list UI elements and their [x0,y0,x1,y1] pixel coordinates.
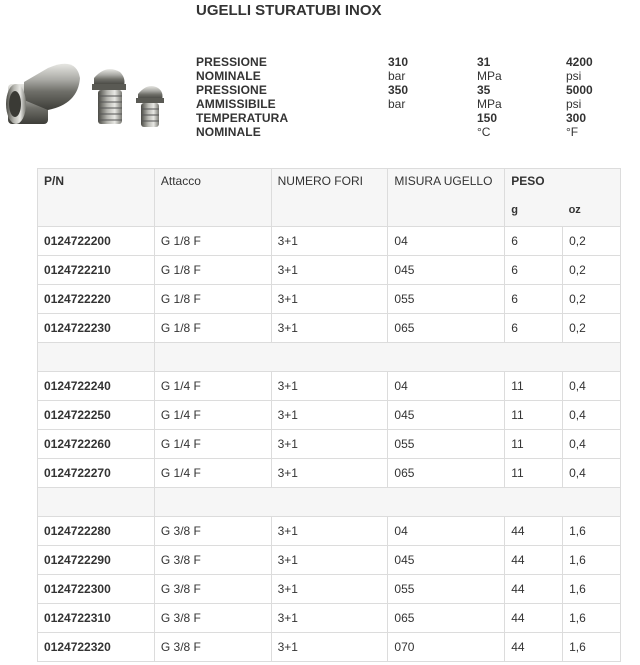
cell-numero-fori: 3+1 [271,575,388,604]
cell-attacco: G 1/8 F [154,256,271,285]
cell-pn: 0124722300 [38,575,155,604]
cell-pn: 0124722210 [38,256,155,285]
cell-attacco: G 3/8 F [154,604,271,633]
cell-pn: 0124722200 [38,227,155,256]
cell-numero-fori: 3+1 [271,546,388,575]
cell-peso-oz: 1,6 [563,633,621,662]
cell-misura-ugello: 065 [388,459,505,488]
cell-peso-oz: 0,2 [563,256,621,285]
spec-label: TEMPERATURA NOMINALE [196,111,288,139]
cell-misura-ugello: 04 [388,517,505,546]
cell-pn: 0124722240 [38,372,155,401]
large-nozzle-shape [6,64,80,124]
cell-peso-g: 6 [505,256,563,285]
cell-numero-fori: 3+1 [271,459,388,488]
cell-peso-g: 6 [505,314,563,343]
cell-peso-oz: 0,2 [563,227,621,256]
cell-peso-oz: 1,6 [563,546,621,575]
nozzles-product-image [2,38,174,138]
header-unit-g: g [505,198,563,227]
cell-peso-oz: 1,6 [563,517,621,546]
cell-attacco: G 3/8 F [154,633,271,662]
spec-label: PRESSIONE AMMISSIBILE [196,83,276,111]
header-numero-fori: NUMERO FORI [271,169,388,227]
spec-value-psi [566,83,593,111]
cell-peso-g: 6 [505,285,563,314]
cell-numero-fori: 3+1 [271,285,388,314]
cell-attacco: G 1/8 F [154,227,271,256]
spec-value-bar [388,55,408,83]
spec-unit: MPa [477,97,502,111]
spec-number: 31 [477,55,491,69]
table-body [38,227,621,662]
spec-unit: bar [388,97,406,111]
cell-attacco: G 3/8 F [154,575,271,604]
cell-misura-ugello: 04 [388,372,505,401]
cell-pn: 0124722230 [38,314,155,343]
cell-attacco: G 1/4 F [154,430,271,459]
cell-peso-g: 6 [505,227,563,256]
cell-numero-fori: 3+1 [271,517,388,546]
cell-misura-ugello: 045 [388,401,505,430]
table-row [38,517,621,546]
cell-attacco: G 1/4 F [154,401,271,430]
table-row [38,546,621,575]
cell-misura-ugello: 065 [388,604,505,633]
header-peso: PESO [505,169,621,198]
cell-misura-ugello: 045 [388,546,505,575]
table-spacer-row [38,343,621,372]
spec-value-mpa [477,55,502,83]
spec-unit: psi [566,69,582,83]
cell-peso-oz: 1,6 [563,604,621,633]
spec-number: 4200 [566,55,593,69]
cell-numero-fori: 3+1 [271,633,388,662]
cell-peso-g: 11 [505,430,563,459]
spec-number: 310 [388,55,409,69]
cell-numero-fori: 3+1 [271,227,388,256]
table-spacer-row [38,488,621,517]
cell-pn: 0124722270 [38,459,155,488]
cell-pn: 0124722320 [38,633,155,662]
cell-misura-ugello: 04 [388,227,505,256]
cell-peso-g: 11 [505,401,563,430]
cell-peso-g: 44 [505,517,563,546]
cell-peso-g: 44 [505,546,563,575]
cell-peso-oz: 0,4 [563,372,621,401]
spacer-cell [38,488,155,517]
cell-attacco: G 3/8 F [154,517,271,546]
spec-value-psi [566,55,593,83]
cell-misura-ugello: 055 [388,285,505,314]
spec-number: 300 [566,111,587,125]
cell-numero-fori: 3+1 [271,314,388,343]
header-pn: P/N [38,169,155,227]
cell-misura-ugello: 055 [388,575,505,604]
small-nozzle-shape [136,86,164,127]
cell-pn: 0124722290 [38,546,155,575]
cell-pn: 0124722220 [38,285,155,314]
cell-misura-ugello: 070 [388,633,505,662]
cell-numero-fori: 3+1 [271,401,388,430]
cell-peso-g: 11 [505,459,563,488]
cell-attacco: G 1/4 F [154,459,271,488]
spec-value-fahrenheit [566,111,586,139]
header-misura-ugello: MISURA UGELLO [388,169,505,227]
spec-number: 5000 [566,83,593,97]
table-row [38,372,621,401]
table-row [38,256,621,285]
cell-pn: 0124722260 [38,430,155,459]
spec-unit: MPa [477,69,502,83]
spacer-cell [154,488,620,517]
table-row [38,227,621,256]
spec-number: 350 [388,83,409,97]
cell-misura-ugello: 065 [388,314,505,343]
cell-peso-oz: 0,4 [563,401,621,430]
cell-peso-oz: 0,2 [563,314,621,343]
table-row [38,285,621,314]
medium-nozzle-shape [92,69,126,124]
cell-pn: 0124722310 [38,604,155,633]
header-attacco: Attacco [154,169,271,227]
spec-label: PRESSIONE NOMINALE [196,55,267,83]
table-header-row [38,169,621,198]
cell-pn: 0124722280 [38,517,155,546]
cell-pn: 0124722250 [38,401,155,430]
spec-value-mpa [477,83,502,111]
table-row [38,401,621,430]
spec-value-bar [388,83,408,111]
parts-table [37,168,621,662]
cell-attacco: G 1/8 F [154,314,271,343]
spec-unit: °C [477,125,491,139]
cell-numero-fori: 3+1 [271,256,388,285]
cell-peso-oz: 1,6 [563,575,621,604]
cell-attacco: G 3/8 F [154,546,271,575]
cell-peso-oz: 0,4 [563,459,621,488]
cell-peso-g: 44 [505,604,563,633]
cell-peso-oz: 0,2 [563,285,621,314]
spec-unit: psi [566,97,582,111]
header-unit-oz: oz [563,198,621,227]
page-title: UGELLI STURATUBI INOX [196,2,382,19]
table-row [38,604,621,633]
cell-misura-ugello: 055 [388,430,505,459]
cell-numero-fori: 3+1 [271,604,388,633]
table-row [38,314,621,343]
spec-value-celsius [477,111,497,139]
cell-numero-fori: 3+1 [271,430,388,459]
cell-peso-g: 44 [505,575,563,604]
cell-peso-g: 44 [505,633,563,662]
cell-misura-ugello: 045 [388,256,505,285]
cell-attacco: G 1/4 F [154,372,271,401]
cell-numero-fori: 3+1 [271,372,388,401]
cell-peso-g: 11 [505,372,563,401]
spec-unit: °F [566,125,579,139]
cell-attacco: G 1/8 F [154,285,271,314]
table-row [38,430,621,459]
table-row [38,575,621,604]
spec-number: 35 [477,83,491,97]
table-row [38,459,621,488]
table-row [38,633,621,662]
spacer-cell [38,343,155,372]
cell-peso-oz: 0,4 [563,430,621,459]
spec-number: 150 [477,111,498,125]
spacer-cell [154,343,620,372]
spec-unit: bar [388,69,406,83]
